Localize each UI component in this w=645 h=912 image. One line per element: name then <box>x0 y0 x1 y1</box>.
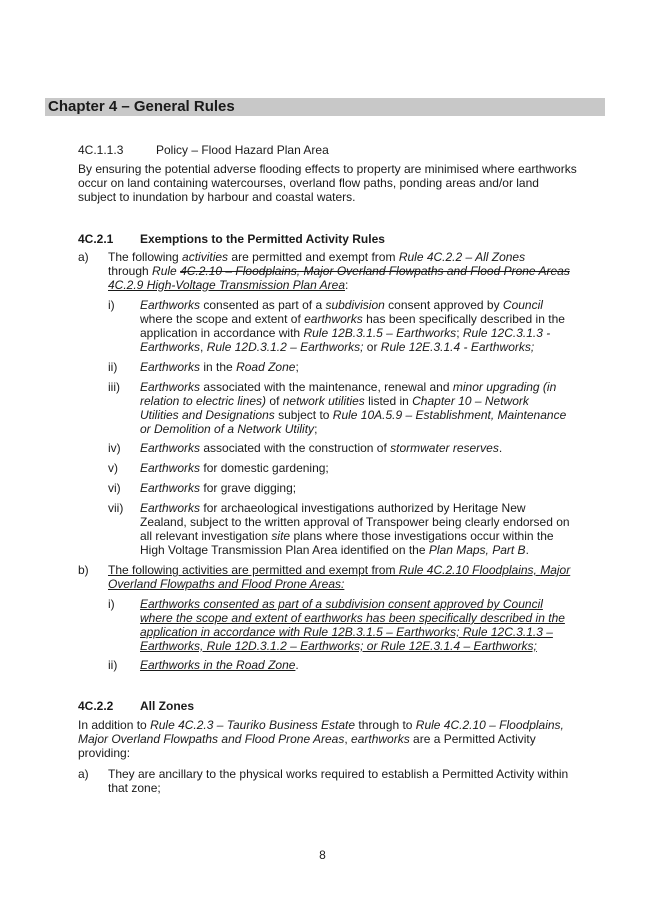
list-label: vi) <box>108 481 121 495</box>
section-title: All Zones <box>140 699 195 713</box>
list-label: i) <box>108 597 115 611</box>
list-item: Earthworks consented as part of a subdivision consent approved by Council where the scope and extent of earthworks has been specifically described in the application in accordance with Rule 12B.3.1.5 – Earthworks; Rule 12C.3.1.3 – Earthworks, Rule 12D.3.1.2 – Earthworks; or Rule 12E.3.1.4 – Earthworks; <box>140 597 565 653</box>
list-label: vii) <box>108 501 124 515</box>
policy-text: By ensuring the potential adverse flooding effects to property are minimised where earthworks occur on land containing watercourses, overland flow paths, ponding areas and/or land subject to inundation by harbour and coastal waters. <box>78 162 577 204</box>
section-number: 4C.2.1 <box>78 232 114 246</box>
exemption-a-text: The following activities are permitted and exempt from Rule 4C.2.2 – All Zones through Rule 4C.2.10 – Floodplains, Major Overland Flowpaths and Flood Prone Areas 4C.2.9 High-Voltage Transmission Plan Area: <box>108 250 570 292</box>
list-item: Earthworks for grave digging; <box>140 481 297 495</box>
list-item: Earthworks associated with the construction of stormwater reserves. <box>140 441 503 455</box>
section-title: Exemptions to the Permitted Activity Rules <box>140 232 385 246</box>
list-item: Earthworks in the Road Zone. <box>140 658 299 672</box>
list-label: iv) <box>108 441 121 455</box>
list-item: Earthworks consented as part of a subdivision consent approved by Council where the scope and extent of earthworks has been specifically described in the application in accordance with Rule 12B.3.1.5 – Earthworks; Rule 12C.3.1.3 - Earthworks, Rule 12D.3.1.2 – Earthworks; or Rule 12E.3.1.4 - Earthworks; <box>140 298 565 354</box>
list-label: ii) <box>108 658 118 672</box>
policy-number: 4C.1.1.3 <box>78 143 124 157</box>
list-label: b) <box>78 563 89 577</box>
exemption-b-text: The following activities are permitted and exempt from Rule 4C.2.10 Floodplains, Major Overland Flowpaths and Flood Prone Areas: <box>108 563 571 591</box>
list-label: a) <box>78 250 89 264</box>
list-label: iii) <box>108 380 120 394</box>
list-item: Earthworks in the Road Zone; <box>140 360 299 374</box>
list-label: a) <box>78 767 89 781</box>
list-label: i) <box>108 298 115 312</box>
list-label: ii) <box>108 360 118 374</box>
list-item: Earthworks for domestic gardening; <box>140 461 329 475</box>
list-item: Earthworks for archaeological investigations authorized by Heritage New Zealand, subject to the written approval of Transpower being clearly endorsed on all relevant investigation site plans where those investigations occur within the High Voltage Transmission Plan Area identified on the Plan Maps, Part B. <box>140 501 570 557</box>
section-number: 4C.2.2 <box>78 699 114 713</box>
list-item: Earthworks associated with the maintenance, renewal and minor upgrading (in relation to electric lines) of network utilities listed in Chapter 10 – Network Utilities and Designations subject to Rule 10A.5.9 – Establishment, Maintenance or Demolition of a Network Utility; <box>140 380 567 436</box>
list-label: v) <box>108 461 118 475</box>
list-item: They are ancillary to the physical works required to establish a Permitted Activity within that zone; <box>108 767 569 795</box>
all-zones-text: In addition to Rule 4C.2.3 – Tauriko Business Estate through to Rule 4C.2.10 – Floodplains, Major Overland Flowpaths and Flood Prone Areas, earthworks are a Permitted Activity providing: <box>78 718 564 760</box>
policy-title: Policy – Flood Hazard Plan Area <box>156 143 329 157</box>
page-number: 8 <box>319 848 326 862</box>
chapter-title: Chapter 4 – General Rules <box>48 98 235 115</box>
